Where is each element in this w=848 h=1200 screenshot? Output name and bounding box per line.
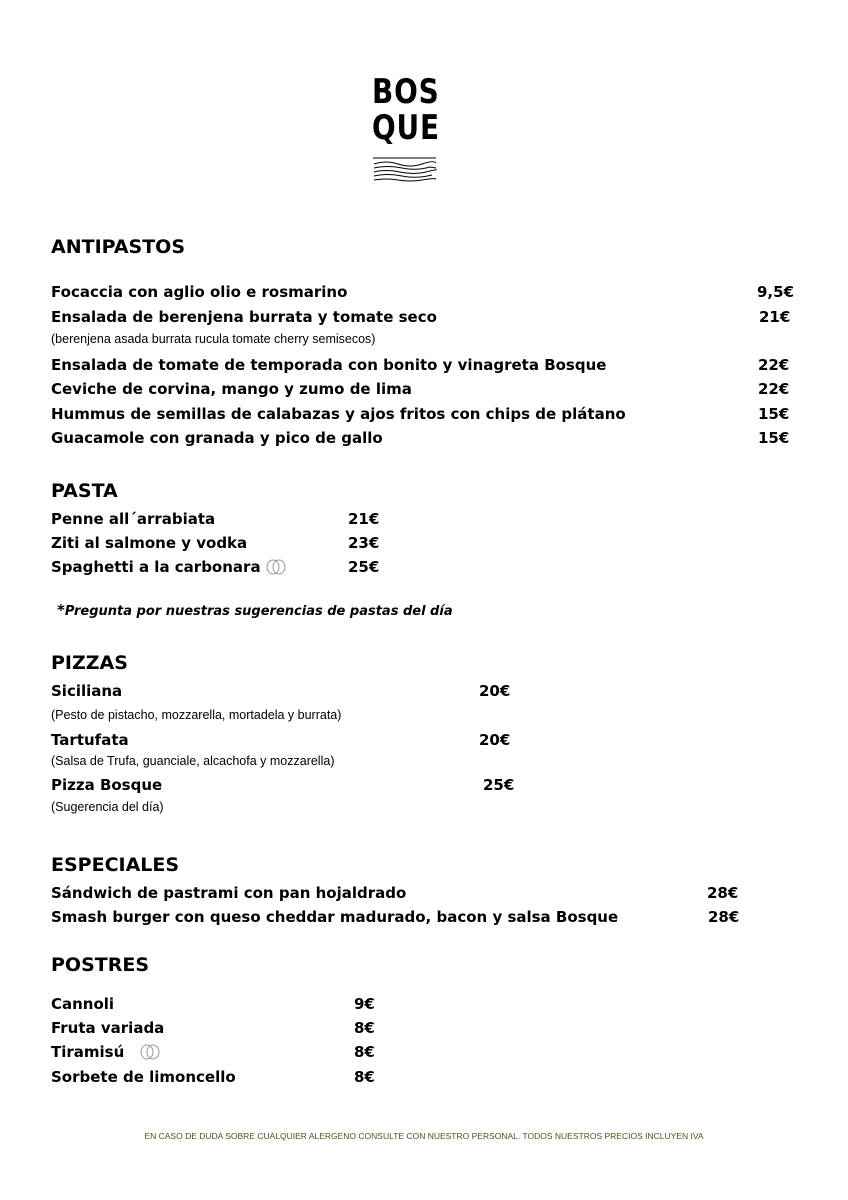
menu-item-name: Ceviche de corvina, mango y zumo de lima [51,380,412,398]
menu-item-name: Tiramisú [51,1043,125,1061]
menu-item-price: 21€ [348,510,380,528]
section-title-pasta: PASTA [51,480,118,502]
menu-item-name: Ensalada de berenjena burrata y tomate seco [51,308,437,326]
menu-item-name: Ziti al salmone y vodka [51,534,248,552]
menu-item-name: Hummus de semillas de calabazas y ajos fritos con chips de plátano [51,405,626,423]
menu-item-name: Smash burger con queso cheddar madurado, bacon y salsa Bosque [51,908,619,926]
menu-item-name: Pizza Bosque [51,776,163,794]
menu-item-price: 23€ [348,534,380,552]
menu-item-price: 20€ [479,682,511,700]
menu-item-name: Ensalada de tomate de temporada con bonito y vinagreta Bosque [51,356,607,374]
menu-item-price: 25€ [483,776,515,794]
menu-item-description: (Pesto de pistacho, mozzarella, mortadela y burrata) [51,708,342,722]
menu-item-price: 25€ [348,558,380,576]
menu-item-price: 21€ [759,308,791,326]
logo-line-1: BOS [372,72,440,112]
pasta-suggestion-note [57,601,453,619]
note-asterisk: * [57,601,65,619]
menu-item-name: Sándwich de pastrami con pan hojaldrado [51,884,407,902]
menu-item-name: Cannoli [51,995,115,1013]
menu-item-name: Fruta variada [51,1019,165,1037]
menu-item-price: 8€ [354,1043,375,1061]
egg-allergen-icon [265,559,287,575]
section-title-postres: POSTRES [51,954,150,976]
menu-item-name: Guacamole con granada y pico de gallo [51,429,383,447]
menu-item-price: 20€ [479,731,511,749]
menu-item-description: (Salsa de Trufa, guanciale, alcachofa y mozzarella) [51,754,335,768]
menu-item-description: (berenjena asada burrata rucula tomate cherry semisecos) [51,332,376,346]
menu-item-price: 9,5€ [757,283,795,301]
menu-item-name: Siciliana [51,682,123,700]
section-title-especiales: ESPECIALES [51,854,180,876]
menu-item-description: (Sugerencia del día) [51,800,164,814]
logo-line-2: QUE [372,108,440,148]
menu-item-name: Tartufata [51,731,129,749]
menu-item-price: 28€ [708,908,740,926]
bosque-logo [372,74,442,146]
section-title-antipastos: ANTIPASTOS [51,236,186,258]
menu-item-price: 15€ [758,405,790,423]
menu-item-name: Spaghetti a la carbonara [51,558,261,576]
note-text: Pregunta por nuestras sugerencias de pastas del día [64,604,453,619]
menu-item-price: 28€ [707,884,739,902]
menu-item-price: 22€ [758,356,790,374]
egg-allergen-icon [139,1044,161,1060]
menu-item-price: 8€ [354,1019,375,1037]
menu-item-name: Sorbete de limoncello [51,1068,236,1086]
menu-item-price: 9€ [354,995,375,1013]
allergen-footer-note: EN CASO DE DUDA SOBRE CUALQUIER ALERGENO CONSULTE CON NUESTRO PERSONAL. TODOS NUESTROS PRECIOS INCLUYEN IVA [144,1131,704,1141]
section-title-pizzas: PIZZAS [51,652,128,674]
waves-icon [372,154,438,184]
menu-item-name: Focaccia con aglio olio e rosmarino [51,283,348,301]
menu-item-price: 15€ [758,429,790,447]
menu-item-name: Penne all´arrabiata [51,510,216,528]
menu-item-price: 22€ [758,380,790,398]
menu-item-price: 8€ [354,1068,375,1086]
